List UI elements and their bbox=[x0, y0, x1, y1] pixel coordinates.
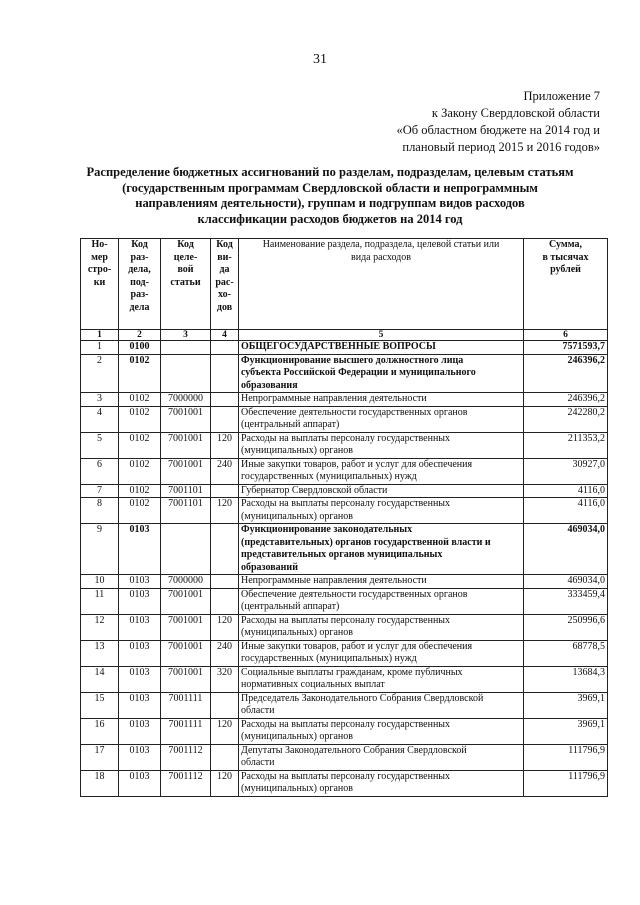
column-number: 6 bbox=[524, 330, 608, 341]
section-code-cell: 0100 bbox=[119, 341, 161, 355]
section-code-cell: 0102 bbox=[119, 498, 161, 524]
title-line: Распределение бюджетных ассигнований по разделам, подразделам, целевым статьям bbox=[86, 165, 574, 179]
name-cell: Иные закупки товаров, работ и услуг для обеспечения государственных (муниципальных) нужд bbox=[239, 458, 524, 484]
section-code-cell: 0103 bbox=[119, 718, 161, 744]
row-number-cell: 1 bbox=[81, 341, 119, 355]
kind-code-cell: 120 bbox=[211, 432, 239, 458]
appendix-line: к Закону Свердловской области bbox=[431, 106, 600, 120]
section-code-cell: 0102 bbox=[119, 393, 161, 407]
name-cell: Расходы на выплаты персоналу государственных (муниципальных) органов bbox=[239, 432, 524, 458]
kind-code-cell bbox=[211, 588, 239, 614]
row-number-cell: 13 bbox=[81, 640, 119, 666]
kind-code-cell bbox=[211, 692, 239, 718]
column-number-row bbox=[81, 330, 608, 341]
row-number-cell: 7 bbox=[81, 484, 119, 498]
name-cell: Функционирование законодательных (представительных) органов государственной власти и представительных органов муниципальных образований bbox=[239, 524, 524, 575]
section-code-cell: 0103 bbox=[119, 666, 161, 692]
table-row bbox=[81, 406, 608, 432]
table-row bbox=[81, 524, 608, 575]
name-cell: Обеспечение деятельности государственных органов (центральный аппарат) bbox=[239, 588, 524, 614]
section-code-cell: 0102 bbox=[119, 458, 161, 484]
sum-cell: 211353,2 bbox=[524, 432, 608, 458]
name-cell: Председатель Законодательного Собрания Свердловской области bbox=[239, 692, 524, 718]
table-row bbox=[81, 575, 608, 589]
table-row bbox=[81, 692, 608, 718]
kind-code-cell bbox=[211, 484, 239, 498]
column-number: 1 bbox=[81, 330, 119, 341]
name-cell: Расходы на выплаты персоналу государственных (муниципальных) органов bbox=[239, 718, 524, 744]
section-code-cell: 0103 bbox=[119, 588, 161, 614]
sum-cell: 246396,2 bbox=[524, 354, 608, 393]
target-code-cell: 7001001 bbox=[161, 666, 211, 692]
section-code-cell: 0103 bbox=[119, 614, 161, 640]
row-number-cell: 15 bbox=[81, 692, 119, 718]
document-title bbox=[60, 165, 600, 227]
row-number-cell: 18 bbox=[81, 770, 119, 796]
table-row bbox=[81, 770, 608, 796]
target-code-cell: 7001001 bbox=[161, 458, 211, 484]
sum-cell: 246396,2 bbox=[524, 393, 608, 407]
header-row-number: Но- мер стро- ки bbox=[81, 239, 119, 330]
column-number: 3 bbox=[161, 330, 211, 341]
target-code-cell: 7001112 bbox=[161, 744, 211, 770]
target-code-cell: 7001001 bbox=[161, 588, 211, 614]
sum-cell: 242280,2 bbox=[524, 406, 608, 432]
header-target-code: Код целе- вой статьи bbox=[161, 239, 211, 330]
name-cell: Расходы на выплаты персоналу государственных (муниципальных) органов bbox=[239, 614, 524, 640]
section-code-cell: 0103 bbox=[119, 692, 161, 718]
kind-code-cell: 320 bbox=[211, 666, 239, 692]
table-row bbox=[81, 640, 608, 666]
column-number: 5 bbox=[239, 330, 524, 341]
kind-code-cell: 120 bbox=[211, 770, 239, 796]
page-number: 31 bbox=[313, 52, 327, 67]
target-code-cell: 7000000 bbox=[161, 575, 211, 589]
kind-code-cell: 120 bbox=[211, 614, 239, 640]
kind-code-cell bbox=[211, 524, 239, 575]
row-number-cell: 9 bbox=[81, 524, 119, 575]
table-row bbox=[81, 666, 608, 692]
kind-code-cell: 120 bbox=[211, 498, 239, 524]
section-code-cell: 0103 bbox=[119, 575, 161, 589]
sum-cell: 469034,0 bbox=[524, 575, 608, 589]
section-code-cell: 0103 bbox=[119, 524, 161, 575]
row-number-cell: 11 bbox=[81, 588, 119, 614]
column-number: 2 bbox=[119, 330, 161, 341]
sum-cell: 333459,4 bbox=[524, 588, 608, 614]
name-cell: Непрограммные направления деятельности bbox=[239, 575, 524, 589]
target-code-cell: 7000000 bbox=[161, 393, 211, 407]
kind-code-cell bbox=[211, 341, 239, 355]
sum-cell: 469034,0 bbox=[524, 524, 608, 575]
row-number-cell: 10 bbox=[81, 575, 119, 589]
row-number-cell: 12 bbox=[81, 614, 119, 640]
target-code-cell: 7001111 bbox=[161, 692, 211, 718]
kind-code-cell bbox=[211, 744, 239, 770]
name-cell: Губернатор Свердловской области bbox=[239, 484, 524, 498]
header-kind-code: Код ви- да рас- хо- дов bbox=[211, 239, 239, 330]
section-code-cell: 0102 bbox=[119, 484, 161, 498]
sum-cell: 4116,0 bbox=[524, 498, 608, 524]
row-number-cell: 4 bbox=[81, 406, 119, 432]
target-code-cell: 7001001 bbox=[161, 432, 211, 458]
table-row bbox=[81, 458, 608, 484]
kind-code-cell: 120 bbox=[211, 718, 239, 744]
section-code-cell: 0102 bbox=[119, 354, 161, 393]
row-number-cell: 16 bbox=[81, 718, 119, 744]
row-number-cell: 8 bbox=[81, 498, 119, 524]
name-cell: Расходы на выплаты персоналу государственных (муниципальных) органов bbox=[239, 770, 524, 796]
section-code-cell: 0103 bbox=[119, 744, 161, 770]
row-number-cell: 5 bbox=[81, 432, 119, 458]
row-number-cell: 2 bbox=[81, 354, 119, 393]
kind-code-cell bbox=[211, 393, 239, 407]
title-line: классификации расходов бюджетов на 2014 год bbox=[197, 211, 463, 226]
sum-cell: 4116,0 bbox=[524, 484, 608, 498]
column-number: 4 bbox=[211, 330, 239, 341]
table-row bbox=[81, 341, 608, 355]
row-number-cell: 14 bbox=[81, 666, 119, 692]
section-code-cell: 0102 bbox=[119, 406, 161, 432]
target-code-cell: 7001101 bbox=[161, 498, 211, 524]
sum-cell: 30927,0 bbox=[524, 458, 608, 484]
target-code-cell: 7001112 bbox=[161, 770, 211, 796]
title-line: направлениям деятельности), группам и подгруппам видов расходов bbox=[135, 196, 525, 210]
header-name: Наименование раздела, подраздела, целевой статьи или вида расходов bbox=[239, 239, 524, 330]
section-code-cell: 0103 bbox=[119, 640, 161, 666]
sum-cell: 3969,1 bbox=[524, 692, 608, 718]
target-code-cell: 7001101 bbox=[161, 484, 211, 498]
appendix-line: плановый период 2015 и 2016 годов» bbox=[402, 140, 600, 154]
section-code-cell: 0103 bbox=[119, 770, 161, 796]
table-row bbox=[81, 354, 608, 393]
name-cell: Расходы на выплаты персоналу государственных (муниципальных) органов bbox=[239, 498, 524, 524]
table-row bbox=[81, 744, 608, 770]
row-number-cell: 3 bbox=[81, 393, 119, 407]
target-code-cell bbox=[161, 524, 211, 575]
row-number-cell: 6 bbox=[81, 458, 119, 484]
sum-cell: 7571593,7 bbox=[524, 341, 608, 355]
budget-table bbox=[80, 238, 608, 797]
header-section-code: Код раз- дела, под- раз- дела bbox=[119, 239, 161, 330]
table-row bbox=[81, 393, 608, 407]
row-number-cell: 17 bbox=[81, 744, 119, 770]
table-row bbox=[81, 432, 608, 458]
name-cell: Депутаты Законодательного Собрания Свердловской области bbox=[239, 744, 524, 770]
target-code-cell: 7001001 bbox=[161, 640, 211, 666]
table-row bbox=[81, 498, 608, 524]
section-code-cell: 0102 bbox=[119, 432, 161, 458]
table-row bbox=[81, 588, 608, 614]
name-cell: Функционирование высшего должностного лица субъекта Российской Федерации и муниципального образования bbox=[239, 354, 524, 393]
table-header-row bbox=[81, 239, 608, 330]
table-row bbox=[81, 614, 608, 640]
sum-cell: 250996,6 bbox=[524, 614, 608, 640]
target-code-cell: 7001001 bbox=[161, 614, 211, 640]
name-cell: Непрограммные направления деятельности bbox=[239, 393, 524, 407]
kind-code-cell bbox=[211, 406, 239, 432]
sum-cell: 13684,3 bbox=[524, 666, 608, 692]
appendix-line: Приложение 7 bbox=[523, 89, 600, 103]
kind-code-cell: 240 bbox=[211, 458, 239, 484]
name-cell: Обеспечение деятельности государственных органов (центральный аппарат) bbox=[239, 406, 524, 432]
sum-cell: 68778,5 bbox=[524, 640, 608, 666]
sum-cell: 111796,9 bbox=[524, 744, 608, 770]
name-cell: Социальные выплаты гражданам, кроме публичных нормативных социальных выплат bbox=[239, 666, 524, 692]
target-code-cell: 7001001 bbox=[161, 406, 211, 432]
sum-cell: 3969,1 bbox=[524, 718, 608, 744]
appendix-line: «Об областном бюджете на 2014 год и bbox=[396, 123, 600, 137]
name-cell: Иные закупки товаров, работ и услуг для обеспечения государственных (муниципальных) нужд bbox=[239, 640, 524, 666]
kind-code-cell bbox=[211, 354, 239, 393]
header-sum: Сумма, в тысячах рублей bbox=[524, 239, 608, 330]
target-code-cell: 7001111 bbox=[161, 718, 211, 744]
kind-code-cell bbox=[211, 575, 239, 589]
title-line: (государственным программам Свердловской области и непрограммным bbox=[122, 180, 538, 195]
table-row bbox=[81, 718, 608, 744]
kind-code-cell: 240 bbox=[211, 640, 239, 666]
sum-cell: 111796,9 bbox=[524, 770, 608, 796]
name-cell: ОБЩЕГОСУДАРСТВЕННЫЕ ВОПРОСЫ bbox=[239, 341, 524, 355]
target-code-cell bbox=[161, 341, 211, 355]
appendix-note bbox=[240, 88, 600, 156]
table-row bbox=[81, 484, 608, 498]
target-code-cell bbox=[161, 354, 211, 393]
